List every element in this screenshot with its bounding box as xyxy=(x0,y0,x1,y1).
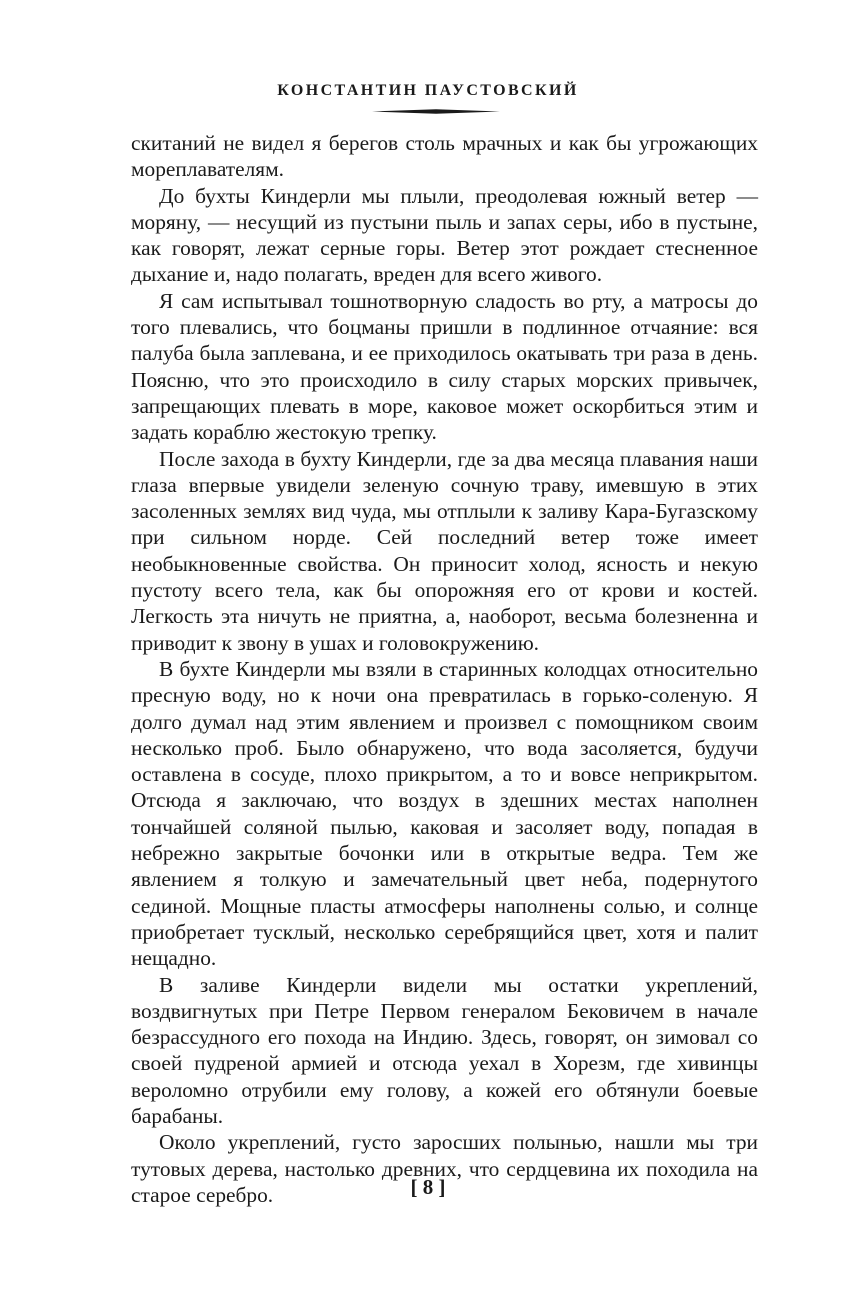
running-head-author: КОНСТАНТИН ПАУСТОВСКИЙ xyxy=(277,82,579,99)
paragraph: Около укреплений, густо заросших полынью, нашли мы три тутовых дерева, настолько древних, что сердцевина их походила на старое серебро. xyxy=(131,1130,758,1207)
body-text xyxy=(131,130,758,1208)
paragraph: Я сам испытывал тошнотворную сладость во рту, а матросы до того плевались, что боцманы пришли в подлинное отчаяние: вся палуба была заплевана, и ее приходилось окатывать три раза в день. Поясню, что это происходило в силу старых морских привычек, запрещающих плевать в море, каковое может оскорбиться этим и задать кораблю жестокую трепку. xyxy=(131,288,758,445)
paragraph: До бухты Киндерли мы плыли, преодолевая южный ветер — моряну, — несущий из пустыни пыль и запах серы, ибо в пустыне, как говорят, лежат серные горы. Ветер этот рождает стесненное дыхание и, надо полагать, вреден для всего живого. xyxy=(131,183,758,287)
running-head-rule xyxy=(372,109,500,114)
page-number: [ 8 ] xyxy=(410,1175,446,1199)
tapered-rule-ornament xyxy=(372,109,500,114)
paragraph: В заливе Киндерли видели мы остатки укреплений, воздвигнутых при Петре Первом генералом Бековичем в начале безрассудного его похода на Индию. Здесь, говорят, он зимовал со своей пудреной армией и отсюда уехал в Хорезм, где хивинцы вероломно отрубили ему голову, а кожей его обтянули боевые барабаны. xyxy=(131,972,758,1128)
paragraph: В бухте Киндерли мы взяли в старинных колодцах относительно пресную воду, но к ночи она превратилась в горько-соленую. Я долго думал над этим явлением и произвел с помощником своим несколько проб. Было обнаружено, что вода засоляется, будучи оставлена в сосуде, плохо прикрытом, а то и вовсе неприкрытом. Отсюда я заключаю, что воздух в здешних местах наполнен тончайшей соляной пылью, каковая и засоляет воду, попадая в небрежно закрытые бочонки или в открытые ведра. Тем же явлением я толкую и замечательный цвет неба, подернутого сединой. Мощные пласты атмосферы наполнены солью, и солнце приобретает тусклый, несколько серебрящийся цвет, хотя и палит нещадно. xyxy=(131,656,758,971)
paragraph-continued: скитаний не видел я берегов столь мрачных и как бы угрожающих мореплавателям. xyxy=(131,131,758,182)
paragraph: После захода в бухту Киндерли, где за два месяца плавания наши глаза впервые увидели зеленую сочную траву, имевшую в этих засоленных землях вид чуда, мы отплыли к заливу Кара-Бугазскому при сильном норде. Сей последний ветер тоже имеет необыкновенные свойства. Он приносит холод, ясность и некую пустоту всего тела, как бы опорожняя его от крови и костей. Легкость эта ничуть не приятна, а, наоборот, весьма болезненна и приводит к звону в ушах и головокружению. xyxy=(131,446,758,655)
running-head xyxy=(0,82,856,100)
